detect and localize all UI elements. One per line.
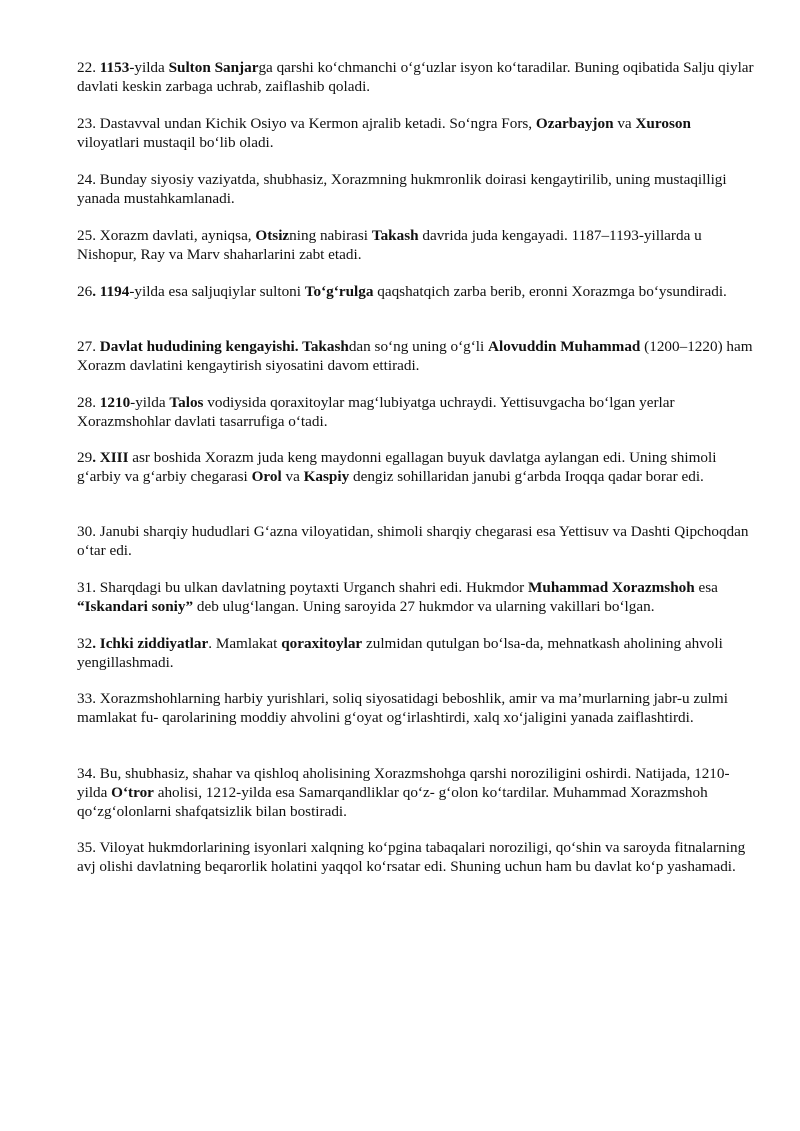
text-run: ning nabirasi	[289, 227, 372, 244]
text-run: (1200–1220) ham Xorazm davlatini kengaytirish siyosatini davom ettiradi.	[77, 338, 753, 374]
text-run: 23. Dastavval undan Kichik Osiyo va Kermon ajralib ketadi. So‘ngra Fors,	[77, 115, 536, 132]
text-run: davrida juda kengayadi. 1187–1193-yillarda u Nishopur, Ray va Marv shaharlarini zabt etadi.	[77, 227, 702, 263]
bold-text-run: Ozarbayjon	[535, 115, 614, 132]
bold-text-run: Takash	[371, 227, 419, 244]
text-run: va	[613, 115, 636, 132]
text-run: 22.	[77, 59, 100, 76]
bold-text-run: 1210	[99, 394, 131, 411]
paragraph-32	[77, 634, 757, 672]
bold-text-run: . 1194	[92, 283, 130, 300]
bold-text-run: Orol	[251, 468, 282, 485]
paragraph-31	[77, 578, 757, 616]
text-run: -yilda	[130, 394, 170, 411]
text-run: 27.	[77, 338, 100, 355]
text-run: aholisi, 1212-yilda esa Samarqandliklar qo‘z- g‘olon ko‘tardilar. Muhammad Xorazmshoh qo‘zg‘olonlarni shafqatsizlik bilan bostiradi.	[77, 784, 708, 820]
bold-text-run: . XIII	[92, 449, 129, 466]
text-run: 25. Xorazm davlati, ayniqsa,	[77, 227, 256, 244]
bold-text-run: 1153	[99, 59, 130, 76]
text-run: 31. Sharqdagi bu ulkan davlatning poytaxti Urganch shahri edi. Hukmdor	[77, 579, 529, 596]
paragraph-27	[77, 337, 757, 375]
paragraph-23	[77, 114, 757, 152]
bold-text-run: Talos	[169, 394, 204, 411]
bold-text-run: Sulton Sanjar	[168, 59, 259, 76]
text-run: 30. Janubi sharqiy hududlari G‘azna viloyatidan, shimoli sharqiy chegarasi esa Yettisuv va Dashti Qipchoqdan o‘tar edi.	[77, 523, 749, 559]
bold-text-run: Muhammad Xorazmshoh	[528, 579, 695, 596]
paragraph-34	[77, 764, 757, 821]
text-run: 26	[77, 283, 93, 300]
text-run: viloyatlari mustaqil bo‘lib oladi.	[77, 134, 274, 151]
text-run: deb ulug‘langan. Uning saroyida 27 hukmdor va ularning vakillari bo‘lgan.	[193, 598, 655, 615]
paragraph-29	[77, 448, 757, 486]
text-run: zulmidan qutulgan bo‘lsa-da, mehnatkash aholining ahvoli yengillashmadi.	[77, 635, 723, 671]
text-run: asr boshida Xorazm juda keng maydonni egallagan buyuk davlatga aylangan edi. Uning shimoli g‘arbiy va g‘arbiy chegarasi	[77, 449, 717, 485]
text-run: vodiysida qoraxitoylar mag‘lubiyatga uchraydi. Yettisuvgacha bo‘lgan yerlar Xorazmshohlar davlati tasarrufiga o‘tadi.	[77, 394, 675, 430]
text-run: dengiz sohillaridan janubi g‘arbda Iroqqa qadar borar edi.	[349, 468, 704, 485]
bold-text-run: Davlat hududining kengayishi. Takash	[99, 338, 349, 355]
text-run: -yilda esa saljuqiylar sultoni	[129, 283, 305, 300]
bold-text-run: qoraxitoylar	[281, 635, 363, 652]
text-run: ga qarshi ko‘chmanchi o‘g‘uzlar isyon ko‘taradilar. Buning oqibatida Salju qiylar davlati keskin zarbaga uchrab, zaiflashib qoladi.	[77, 59, 754, 95]
text-run: 32	[77, 635, 93, 652]
text-run: esa	[694, 579, 718, 596]
paragraph-30	[77, 522, 757, 560]
text-run: -yilda	[129, 59, 169, 76]
bold-text-run: Kaspiy	[303, 468, 350, 485]
text-run: 28.	[77, 394, 100, 411]
text-run: . Mamlakat	[208, 635, 282, 652]
bold-text-run: Otsiz	[255, 227, 290, 244]
text-run: dan so‘ng uning o‘g‘li	[348, 338, 489, 355]
bold-text-run: Alovuddin Muhammad	[488, 338, 641, 355]
paragraph-24	[77, 170, 757, 208]
paragraph-33	[77, 689, 757, 727]
paragraph-26	[77, 282, 757, 301]
bold-text-run: To‘g‘rulga	[304, 283, 374, 300]
text-run: 35. Viloyat hukmdorlarining isyonlari xalqning ko‘pgina tabaqalari noroziligi, qo‘shin va saroyda fitnalarning avj olishi davlatning beqarorlik holatini yaqqol ko‘rsatar edi. Shuning uchun ham bu davlat ko‘p yashamadi.	[77, 839, 746, 875]
text-run: va	[281, 468, 304, 485]
bold-text-run: Xuroson	[635, 115, 691, 132]
paragraph-35	[77, 838, 757, 876]
text-run: 33. Xorazmshohlarning harbiy yurishlari, soliq siyosatidagi beboshlik, amir va ma’murlarning jabr-u zulmi mamlakat fu- qarolarining moddiy ahvolini g‘oyat og‘irlashtirdi, xalq xo‘jaligini yanada zaiflashtirdi.	[77, 690, 728, 726]
bold-text-run: “Iskandari soniy”	[77, 598, 194, 615]
text-run: 29	[77, 449, 93, 466]
bold-text-run: O‘tror	[111, 784, 154, 801]
bold-text-run: . Ichki ziddiyatlar	[92, 635, 209, 652]
text-run: 34. Bu, shubhasiz, shahar va qishloq aholisining Xorazmshohga qarshi noroziligini oshirdi. Natijada, 1210-yilda	[77, 765, 730, 801]
paragraph-25	[77, 226, 757, 264]
paragraph-22	[77, 58, 757, 96]
text-run: 24. Bunday siyosiy vaziyatda, shubhasiz, Xorazmning hukmronlik doirasi kengaytirilib, uning mustaqilligi yanada mustahkamlanadi.	[77, 171, 727, 207]
text-run: qaqshatqich zarba berib, eronni Xorazmga bo‘ysundiradi.	[373, 283, 727, 300]
paragraph-28	[77, 393, 757, 431]
